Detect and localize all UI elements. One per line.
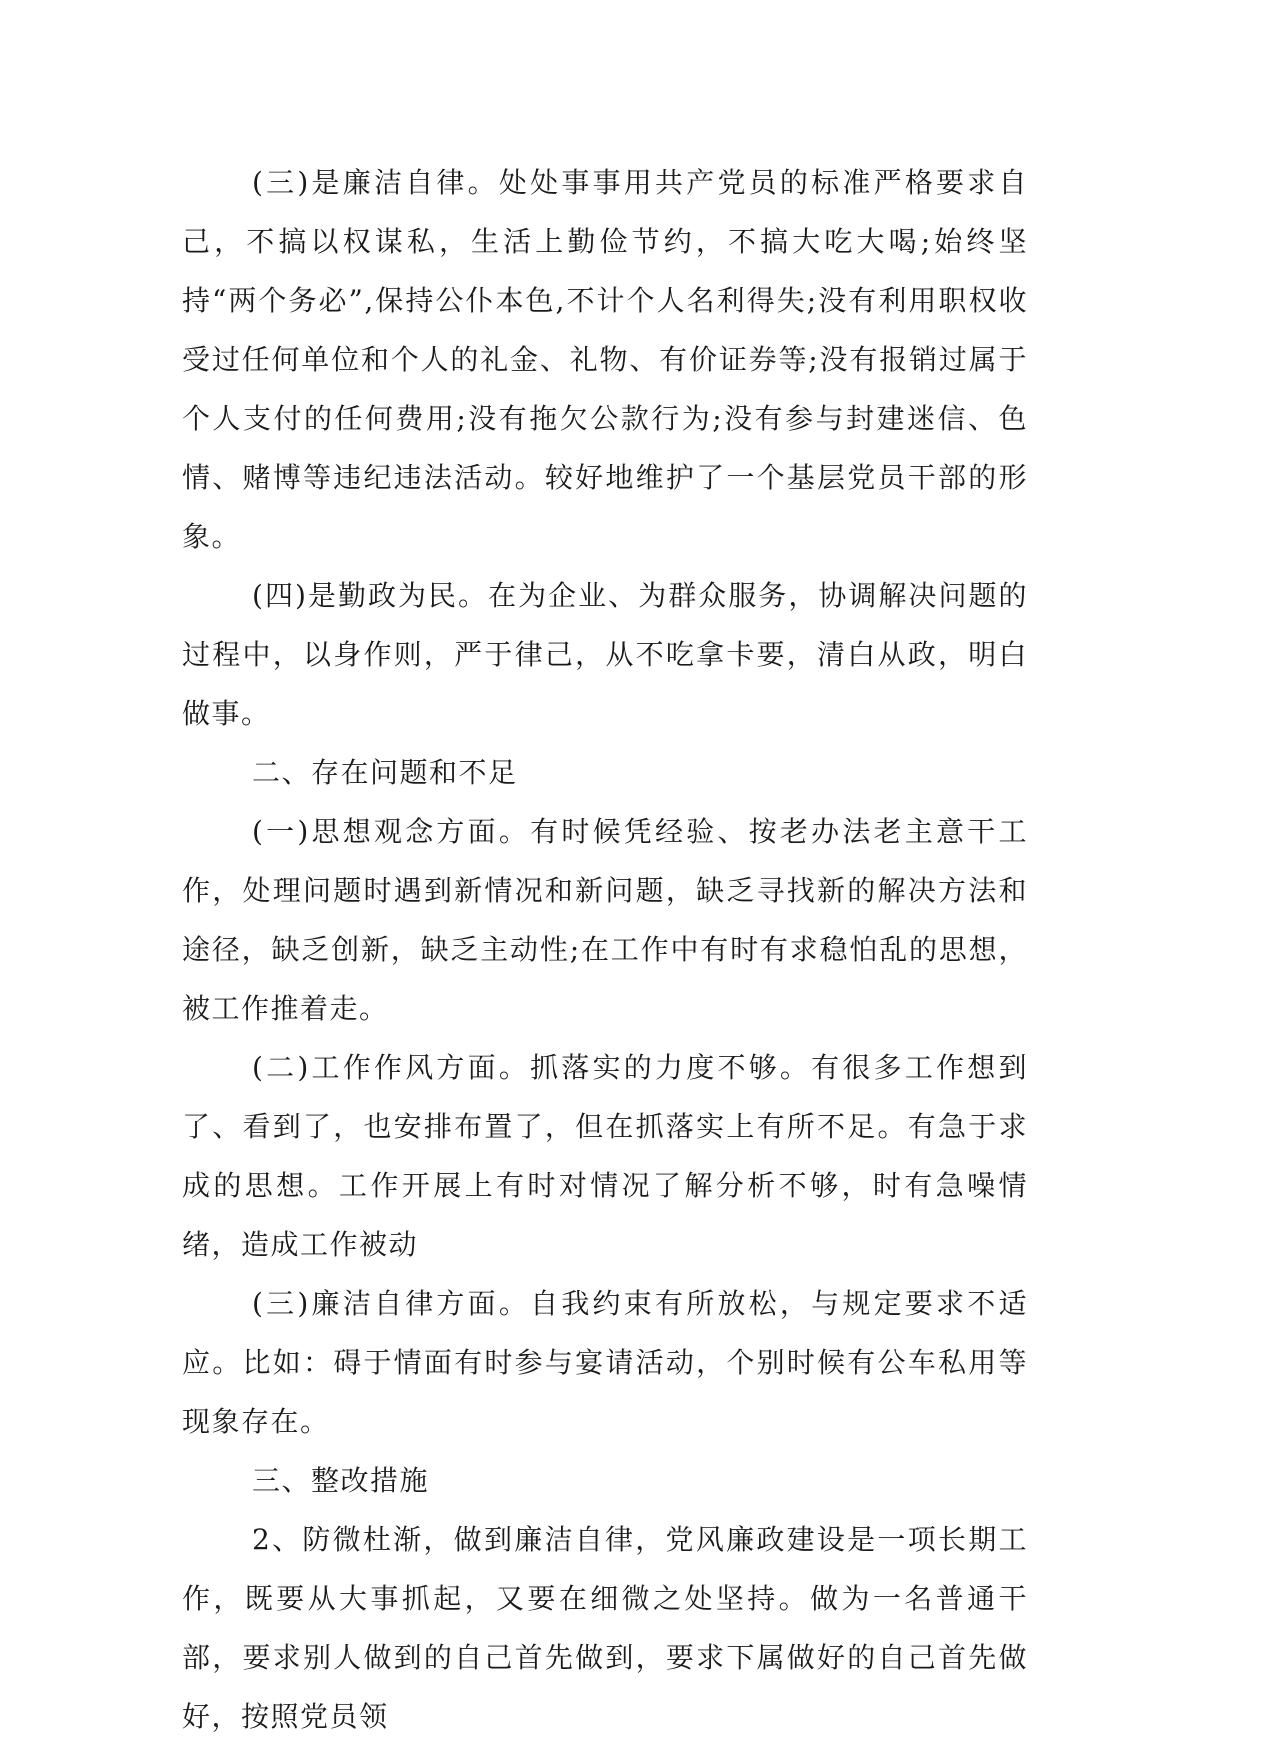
section-heading-measures: 三、整改措施 — [252, 1464, 430, 1497]
paragraph-prevention: 2、防微杜渐，做到廉洁自律，党风廉政建设是一项长期工作，既要从大事抓起，又要在细微之处坚持。做为一名普通干部，要求别人做到的自己首先做到，要求下属做好的自己首先做好，按照党员领 — [182, 1523, 1028, 1733]
paragraph-work-style: (二)工作作风方面。抓落实的力度不够。有很多工作想到了、看到了，也安排布置了，但在抓落实上有所不足。有急于求成的思想。工作开展上有时对情况了解分析不够，时有急噪情绪，造成工作被动 — [182, 1051, 1028, 1261]
section-heading-problems: 二、存在问题和不足 — [252, 756, 518, 789]
paragraph-self-discipline: (三)廉洁自律方面。自我约束有所放松，与规定要求不适应。比如：碍于情面有时参与宴请活动，个别时候有公车私用等现象存在。 — [182, 1287, 1028, 1438]
paragraph-thinking: (一)思想观念方面。有时候凭经验、按老办法老主意干工作，处理问题时遇到新情况和新问题，缺乏寻找新的解决方法和途径，缺乏创新，缺乏主动性;在工作中有时有求稳怕乱的思想，被工作推着走。 — [182, 815, 1028, 1025]
paragraph-diligence: (四)是勤政为民。在为企业、为群众服务，协调解决问题的过程中，以身作则，严于律己，从不吃拿卡要，清白从政，明白做事。 — [182, 579, 1028, 730]
paragraph-integrity: (三)是廉洁自律。处处事事用共产党员的标准严格要求自己，不搞以权谋私，生活上勤俭节约，不搞大吃大喝;始终坚持“两个务必”,保持公仆本色,不计个人名利得失;没有利用职权收受过任何单位和个人的礼金、礼物、有价证券等;没有报销过属于个人支付的任何费用;没有拖欠公款行为;没有参与封建迷信、色情、赌博等违纪违法活动。较好地维护了一个基层党员干部的形象。 — [182, 166, 1028, 553]
document-body — [182, 153, 1028, 1746]
